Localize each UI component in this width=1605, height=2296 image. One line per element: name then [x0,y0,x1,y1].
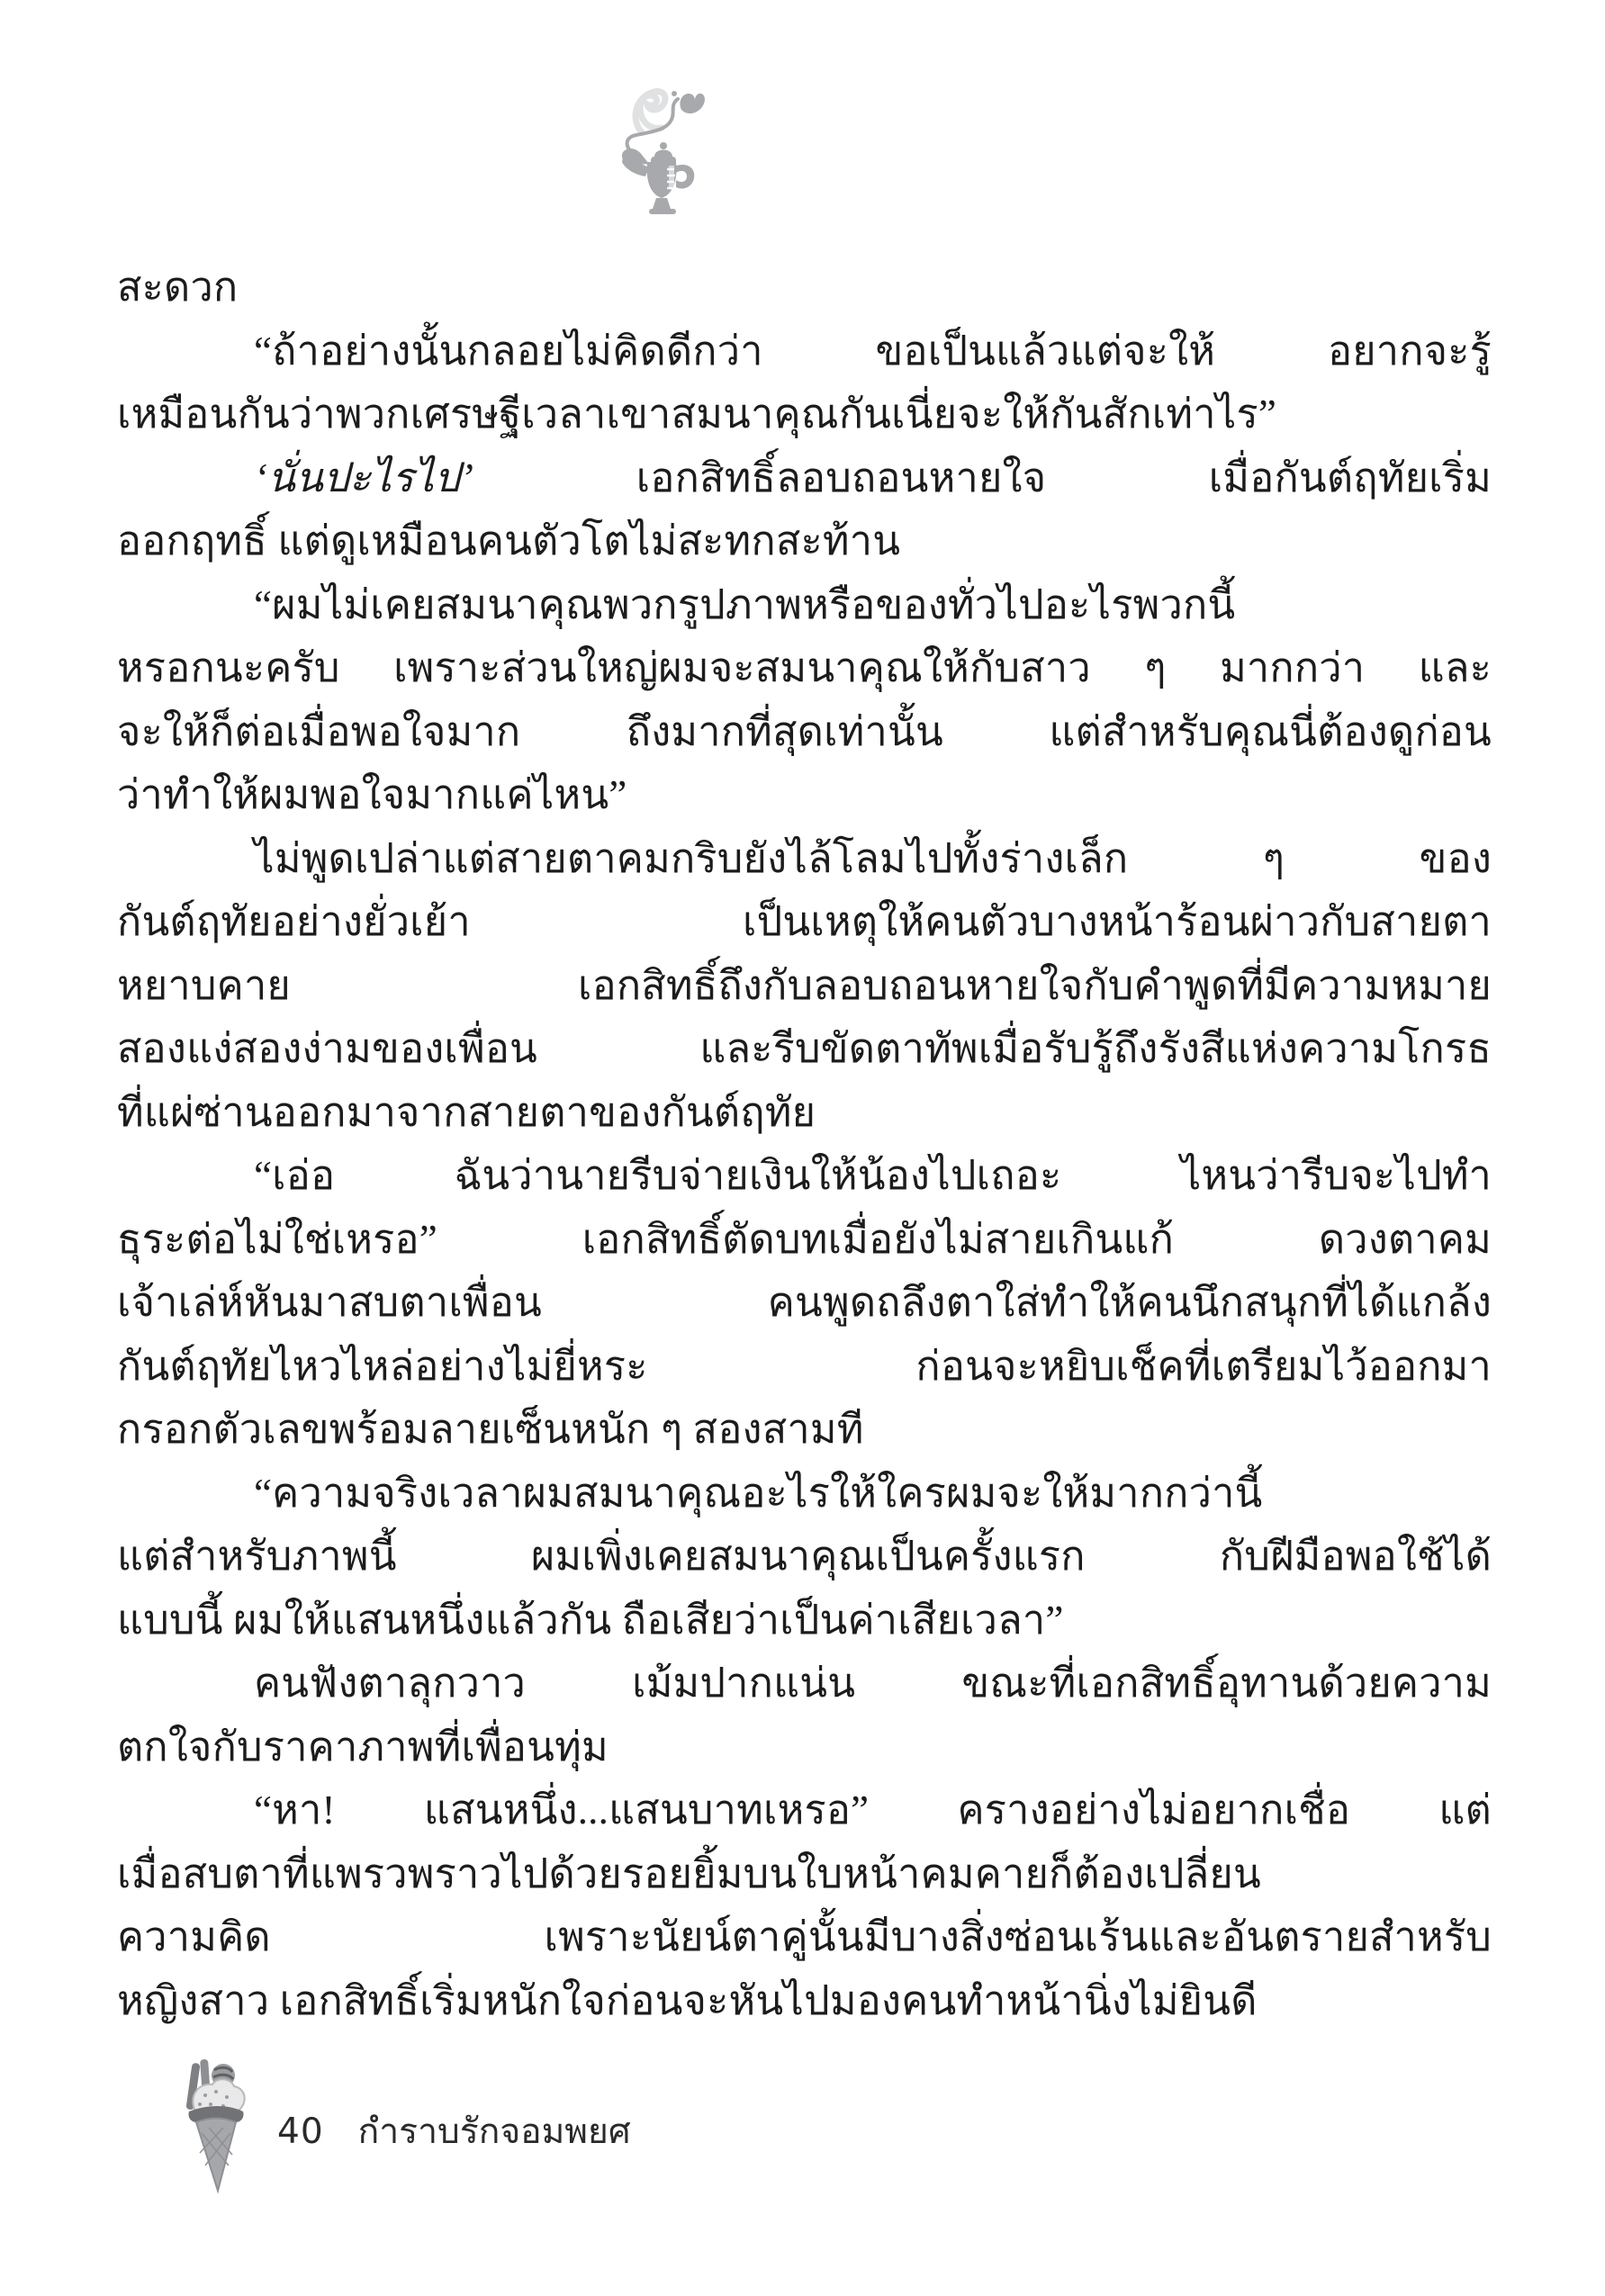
text-line: เจ้าเล่ห์หันมาสบตาเพื่อน คนพูดถลึงตาใส่ทำให้คนนึกสนุกที่ได้แกล้ง [117,1280,1492,1325]
text-line: แต่สำหรับภาพนี้ ผมเพิ่งเคยสมนาคุณเป็นครั้งแรก กับฝีมือพอใช้ได้ [117,1534,1492,1579]
narration-text: เอกสิทธิ์ลอบถอนหายใจ เมื่อกันต์ฤทัยเริ่ม [473,455,1492,500]
ice-cream-cone-icon [176,2057,256,2194]
book-title: กำราบรักจอมพยศ [357,2111,631,2152]
text-line [117,446,1492,510]
steam-dot [672,91,677,96]
teapot-steam-ornament [615,83,705,222]
inner-thought-text: ‘นั่นปะไรไป’ [254,455,474,500]
steam-light [636,92,665,132]
text-line: เมื่อสบตาที่แพรวพราวไปด้วยรอยยิ้มบนใบหน้าคมคายก็ต้องเปลี่ยน [117,1850,1261,1896]
text-line: สะดวก [117,265,239,310]
text-line: จะให้ก็ต่อเมื่อพอใจมาก ถึงมากที่สุดเท่านั้น แต่สำหรับคุณนี่ต้องดูก่อน [117,708,1492,754]
page-footer [277,2102,631,2160]
teapot-ornament-svg [615,83,705,222]
text-line: “ถ้าอย่างนั้นกลอยไม่คิดดีกว่า ขอเป็นแล้วแต่จะให้ อยากจะรู้ [254,328,1492,374]
steam-heart [680,94,705,113]
text-line: ออกฤทธิ์ แต่ดูเหมือนคนตัวโตไม่สะทกสะท้าน [117,518,901,563]
text-line: หยาบคาย เอกสิทธิ์ถึงกับลอบถอนหายใจกับคำพูดที่มีความหมาย [117,962,1492,1008]
text-line: กันต์ฤทัยไหวไหล่อย่างไม่ยี่หระ ก่อนจะหยิบเช็คที่เตรียมไว้ออกมา [117,1343,1492,1389]
text-line: คนฟังตาลุกวาว เม้มปากแน่น ขณะที่เอกสิทธิ์อุทานด้วยความ [254,1661,1492,1706]
text-line: ตกใจกับราคาภาพที่เพื่อนทุ่ม [117,1724,609,1769]
text-line: ความคิด เพราะนัยน์ตาคู่นั้นมีบางสิ่งซ่อนเร้นและอันตรายสำหรับ [117,1914,1492,1959]
text-line: สองแง่สองง่ามของเพื่อน และรีบขัดตาทัพเมื่อรับรู้ถึงรังสีแห่งความโกรธ [117,1026,1492,1071]
text-line: กันต์ฤทัยอย่างยั่วเย้า เป็นเหตุให้คนตัวบางหน้าร้อนผ่าวกับสายตา [117,899,1492,944]
text-line: “เอ่อ ฉันว่านายรีบจ่ายเงินให้น้องไปเถอะ ไหนว่ารีบจะไปทำ [254,1153,1492,1198]
text-line: หญิงสาว เอกสิทธิ์เริ่มหนักใจก่อนจะหันไปมองคนทำหน้านิ่งไม่ยินดี [117,1977,1258,2023]
cone-waffle [196,2119,236,2192]
text-line: แบบนี้ ผมให้แสนหนึ่งแล้วกัน ถือเสียว่าเป็นค่าเสียเวลา” [117,1597,1064,1643]
page-text [117,256,1492,2032]
text-line: “ความจริงเวลาผมสมนาคุณอะไรให้ใครผมจะให้มากกว่านี้ [254,1470,1263,1516]
text-line: “ผมไม่เคยสมนาคุณพวกรูปภาพหรือของทั่วไปอะไรพวกนี้ [254,581,1236,627]
teapot-body [622,142,694,214]
text-line: “หา! แสนหนึ่ง...แสนบาทเหรอ” ครางอย่างไม่อยากเชื่อ แต่ [254,1787,1492,1832]
text-line: กรอกตัวเลขพร้อมลายเซ็นหนัก ๆ สองสามที [117,1407,864,1452]
text-line: ที่แผ่ซ่านออกมาจากสายตาของกันต์ฤทัย [117,1089,816,1135]
text-line: ไม่พูดเปล่าแต่สายตาคมกริบยังไล้โลมไปทั้งร่างเล็ก ๆ ของ [254,835,1492,881]
text-line: หรอกนะครับ เพราะส่วนใหญ่ผมจะสมนาคุณให้กับสาว ๆ มากกว่า และ [117,645,1492,690]
text-line: ธุระต่อไม่ใช่เหรอ” เอกสิทธิ์ตัดบทเมื่อยังไม่สายเกินแก้ ดวงตาคม [117,1216,1492,1262]
text-line: เหมือนกันว่าพวกเศรษฐีเวลาเขาสมนาคุณกันเนี่ยจะให้กันสักเท่าไร” [117,392,1277,437]
text-line: ว่าทำให้ผมพอใจมากแค่ไหน” [117,772,627,817]
ice-cream-cone-svg [176,2057,256,2194]
page-number: 40 [277,2111,324,2152]
